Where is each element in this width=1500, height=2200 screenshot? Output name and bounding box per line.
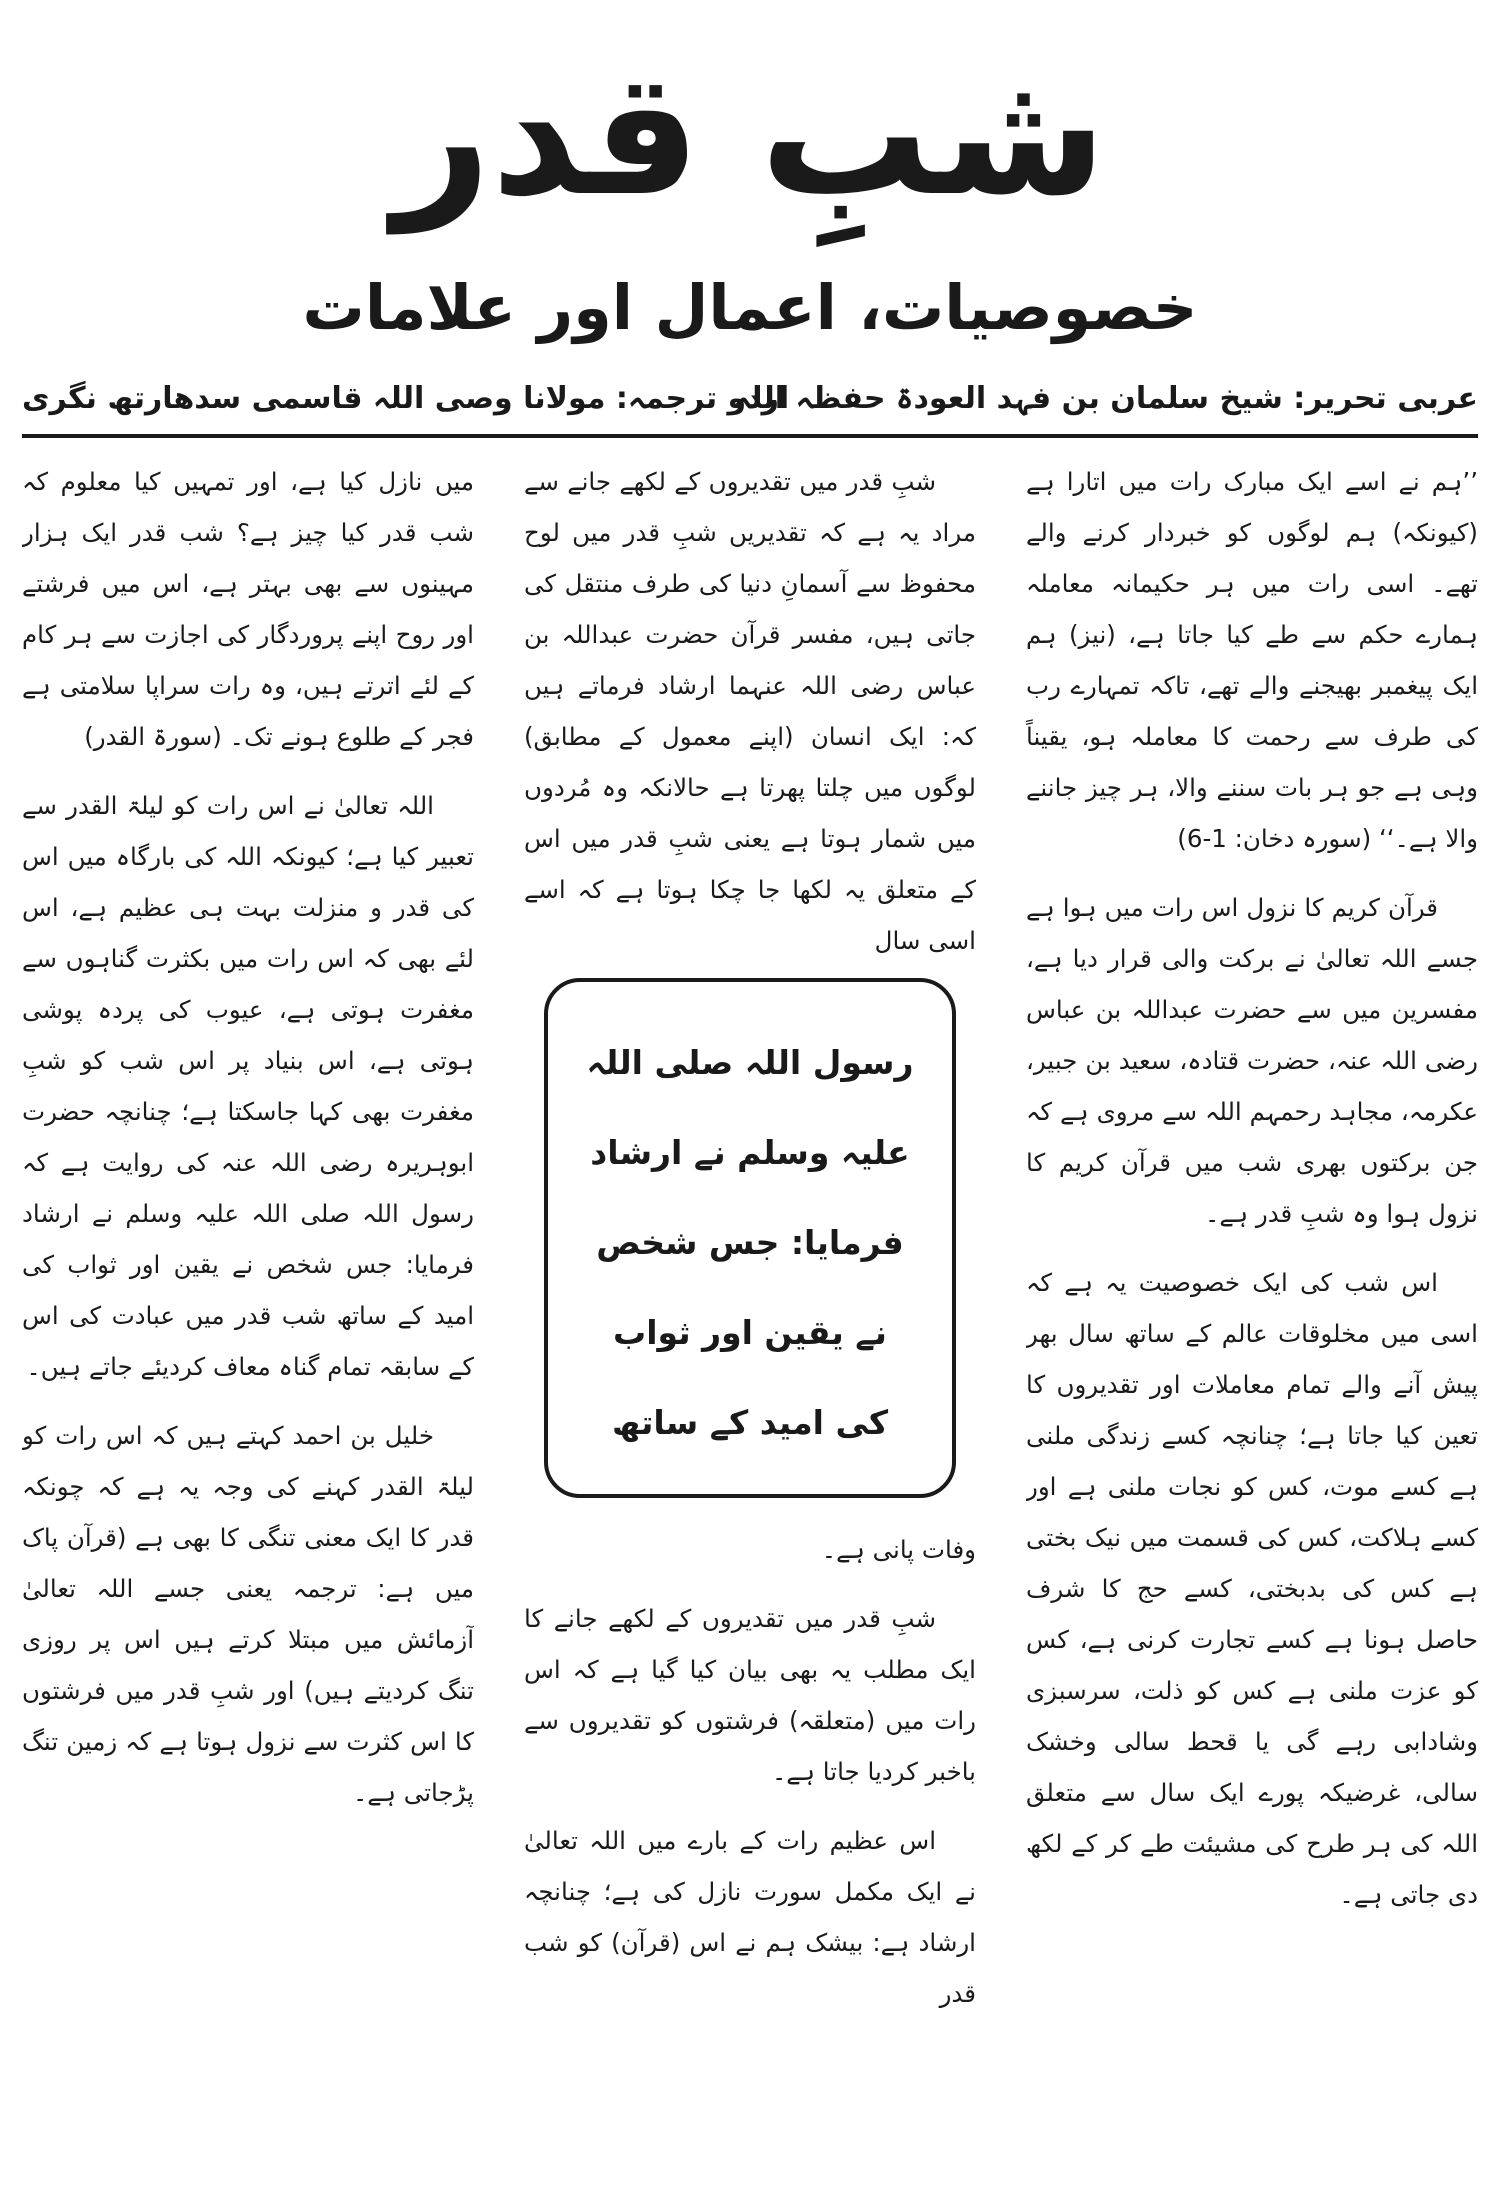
- paragraph: اللہ تعالیٰ نے اس رات کو لیلۃ القدر سے تعبیر کیا ہے؛ کیونکہ اللہ کی بارگاہ میں اس کی قدر و منزلت بہت ہی عظیم ہے، اس لئے بھی کہ اس رات میں بکثرت گناہوں سے مغفرت ہوتی ہے، عیوب کی پردہ پوشی ہوتی ہے، اس بنیاد پر اس شب کو شبِ مغفرت بھی کہا جاسکتا ہے؛ چنانچہ حضرت ابوہریرہ رضی اللہ عنہ کی روایت ہے کہ رسول اللہ صلی اللہ علیہ وسلم نے ارشاد فرمایا: جس شخص نے یقین اور ثواب کی امید کے ساتھ شب قدر میں عبادت کی اس کے سابقہ تمام گناہ معاف کردیئے جاتے ہیں۔: [22, 791, 474, 1381]
- column-2: [524, 456, 976, 2176]
- page-title: شبِ قدر: [393, 36, 1107, 234]
- paragraph: وفات پانی ہے۔: [821, 1535, 976, 1564]
- pull-quote-box: رسول اللہ صلی اللہ علیہ وسلم نے ارشاد فرمایا: جس شخص نے یقین اور ثواب کی امید کے ساتھ: [544, 978, 956, 1498]
- column-2-top: [524, 456, 976, 956]
- paragraph: شبِ قدر میں تقدیروں کے لکھے جانے سے مراد یہ ہے کہ تقدیریں شبِ قدر میں لوح محفوظ سے آسمانِ دنیا کی طرف منتقل کی جاتی ہیں، مفسر قرآن حضرت عبداللہ بن عباس رضی اللہ عنہما ارشاد فرماتے ہیں کہ: ایک انسان (اپنے معمول کے مطابق) لوگوں میں چلتا پھرتا ہے حالانکہ وہ مُردوں میں شمار ہوتا ہے یعنی شبِ قدر میں اس کے متعلق یہ لکھا جا چکا ہوتا ہے کہ اسے اسی سال: [524, 467, 976, 955]
- paragraph: اس شب کی ایک خصوصیت یہ ہے کہ اسی میں مخلوقات عالم کے ساتھ سال بھر پیش آنے والے تمام معاملات اور تقدیروں کا تعین کیا جاتا ہے؛ چنانچہ کسے زندگی ملنی ہے کسے موت، کس کو نجات ملنی ہے اور کسے ہلاکت، کس کی قسمت میں نیک بختی ہے کس کی بدبختی، کسے حج کا شرف حاصل ہونا ہے کسے تجارت کرنی ہے، کس کو عزت ملنی ہے کس کو ذلت، سرسبزی وشادابی رہے گی یا قحط سالی وخشک سالی، غرضیکہ پورے ایک سال سے متعلق اللہ کی ہر طرح کی مشیئت طے کر کے لکھ دی جاتی ہے۔: [1026, 1268, 1478, 1909]
- paragraph: شبِ قدر میں تقدیروں کے لکھے جانے کا ایک مطلب یہ بھی بیان کیا گیا ہے کہ اس رات میں (متعلقہ) فرشتوں کو تقدیروں سے باخبر کردیا جاتا ہے۔: [524, 1604, 976, 1786]
- paragraph: ’’ہم نے اسے ایک مبارک رات میں اتارا ہے (کیونکہ) ہم لوگوں کو خبردار کرنے والے تھے۔ اسی رات میں ہر حکیمانہ معاملہ ہمارے حکم سے طے کیا جاتا ہے، (نیز) ہم ایک پیغمبر بھیجنے والے تھے، تاکہ تمہارے رب کی طرف سے رحمت کا معاملہ ہو، یقیناً وہی ہے جو ہر بات سننے والا، ہر چیز جاننے والا ہے۔‘‘ (سورہ دخان: 1-6): [1026, 467, 1478, 853]
- paragraph: میں نازل کیا ہے، اور تمہیں کیا معلوم کہ شب قدر کیا چیز ہے؟ شب قدر ایک ہزار مہینوں سے بھی بہتر ہے، اس میں فرشتے اور روح اپنے پروردگار کی اجازت سے ہر کام کے لئے اترتے ہیں، وہ رات سراپا سلامتی ہے فجر کے طلوع ہونے تک۔ (سورۃ القدر): [22, 467, 474, 751]
- byline-urdu-translator: اردو ترجمہ: مولانا وصی اللہ قاسمی سدھارتھ نگری: [22, 381, 790, 416]
- header-divider: [22, 434, 1478, 438]
- column-2-bottom: [524, 1524, 976, 2019]
- byline-arabic-author: عربی تحریر: شیخ سلمان بن فہد العودۃ حفظہ اللہ: [733, 381, 1478, 416]
- paragraph: اس عظیم رات کے بارے میں اللہ تعالیٰ نے ایک مکمل سورت نازل کی ہے؛ چنانچہ ارشاد ہے: بیشک ہم نے اس (قرآن) کو شب قدر: [524, 1826, 976, 2008]
- column-3: [22, 456, 474, 2176]
- column-1: [1026, 456, 1478, 2176]
- page-subtitle: خصوصیات، اعمال اور علامات: [302, 271, 1198, 344]
- paragraph: خلیل بن احمد کہتے ہیں کہ اس رات کو لیلۃ القدر کہنے کی وجہ یہ ہے کہ چونکہ قدر کا ایک معنی تنگی کا بھی ہے (قرآن پاک میں ہے: ترجمہ یعنی جسے اللہ تعالیٰ آزمائش میں مبتلا کرتے ہیں اس پر روزی تنگ کردیتے ہیں) اور شبِ قدر میں فرشتوں کا اس کثرت سے نزول ہوتا ہے کہ زمین تنگ پڑجاتی ہے۔: [22, 1421, 474, 1807]
- paragraph: قرآن کریم کا نزول اس رات میں ہوا ہے جسے اللہ تعالیٰ نے برکت والی قرار دیا ہے، مفسرین میں سے حضرت عبداللہ بن عباس رضی اللہ عنہ، حضرت قتادہ، سعید بن جبیر، عکرمہ، مجاہد رحمہم اللہ سے مروی ہے کہ جن برکتوں بھری شب میں قرآن کریم کا نزول ہوا وہ شبِ قدر ہے۔: [1026, 893, 1478, 1228]
